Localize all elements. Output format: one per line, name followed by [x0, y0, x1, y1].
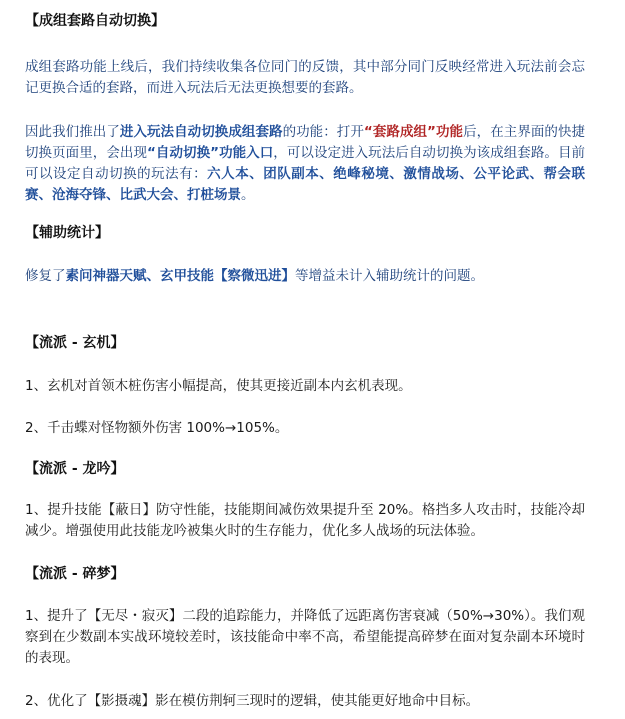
assist-stats-paragraph — [25, 266, 585, 287]
section-title-longyin: 【流派 - 龙吟】 — [25, 461, 125, 477]
section-title-auto-switch: 【成组套路自动切换】 — [25, 13, 165, 29]
section-title-assist-stats: 【辅助统计】 — [25, 225, 109, 241]
section-title-suimeng: 【流派 - 碎梦】 — [25, 566, 125, 582]
text-segment: 。 — [241, 187, 255, 203]
auto-switch-paragraph-2 — [25, 122, 585, 206]
highlight-modes-list: 六人本、团队副本、绝峰秘境、激情战场、公平论武、帮会联赛、沧海夺锋、比武大会、打桩场景 — [25, 166, 586, 203]
text-segment: 等增益未计入辅助统计的问题。 — [295, 268, 484, 284]
auto-switch-paragraph-1: 成组套路功能上线后，我们持续收集各位同门的反馈，其中部分同门反映经常进入玩法前会忘记更换合适的套路，而进入玩法后无法更换想要的套路。 — [25, 59, 585, 96]
suimeng-item-2: 2、优化了【影摄魂】影在模仿荆轲三现时的逻辑，使其能更好地命中目标。 — [25, 693, 480, 709]
text-segment: 修复了 — [25, 268, 66, 284]
highlight-auto-switch-entry: “自动切换”功能入口 — [147, 145, 274, 161]
section-title-xuanji: 【流派 - 玄机】 — [25, 335, 125, 351]
highlight-feature: 进入玩法自动切换成组套路 — [119, 124, 283, 140]
text-segment: 的功能：打开 — [282, 124, 364, 140]
xuanji-item-2: 2、千击蝶对怪物额外伤害 100%→105%。 — [25, 420, 289, 436]
highlight-affected-skills: 素问神器天赋、玄甲技能【察微迅进】 — [65, 268, 295, 284]
xuanji-item-1: 1、玄机对首领木桩伤害小幅提高，使其更接近副本内玄机表现。 — [25, 378, 412, 394]
text-segment: 因此我们推出了 — [25, 124, 120, 140]
suimeng-item-1: 1、提升了【无尽・寂灭】二段的追踪能力，并降低了远距离伤害衰减（50%→30%）。我们观察到在少数副本实战环境较差时，该技能命中率不高，希望能提高碎梦在面对复杂副本环境时的表现。 — [25, 608, 585, 666]
longyin-item-1: 1、提升技能【蔽日】防守性能，技能期间减伤效果提升至 20%。格挡多人攻击时，技能冷却减少。增强使用此技能龙吟被集火时的生存能力，优化多人战场的玩法体验。 — [25, 502, 585, 539]
highlight-suite-group: “套路成组”功能 — [363, 124, 464, 140]
text-segment: ，可以设定进入玩法后自动切换为该成组套路。目前可以设定自动切换的玩法有： — [25, 145, 586, 182]
text-segment: 后，在主界面的快捷切换页面里，会出现 — [25, 124, 586, 161]
